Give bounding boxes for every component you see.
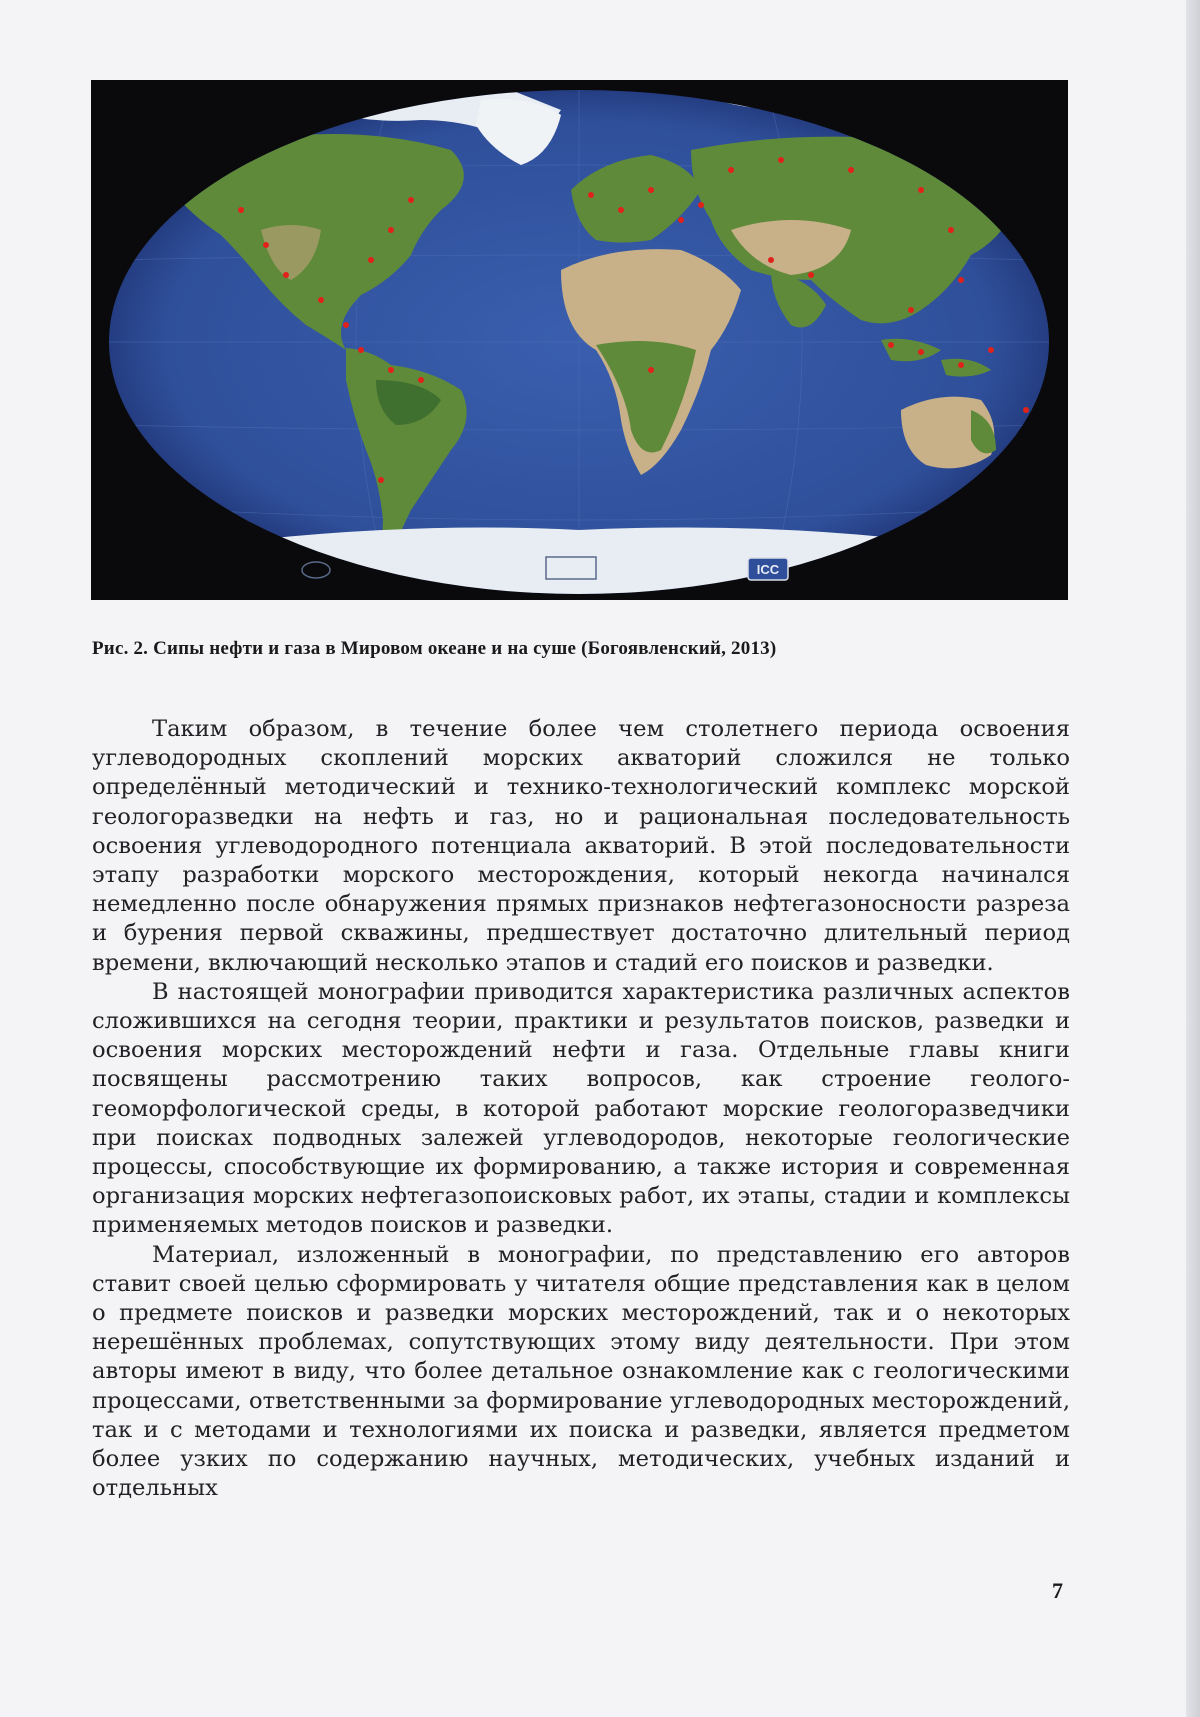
seep-marker — [388, 367, 394, 373]
figure-caption: Рис. 2. Сипы нефти и газа в Мировом океане и на суше (Богоявленский, 2013) — [92, 638, 1072, 660]
seep-marker — [988, 347, 994, 353]
paragraph: Таким образом, в течение более чем столетнего периода освоения углеводородных скоплений морских акваторий сложился не только определённый методический и технико-технологический комплекс морской геологоразведки на нефть и газ, но и рациональная последовательность освоения углеводородного потенциала акваторий. В этой последовательности этапу разработки морского месторождения, который некогда начинался немедленно после обнаружения прямых признаков нефтегазоносности разреза и бурения первой скважины, предшествует достаточно длительный период времени, включающий несколько этапов и стадий его поисков и разведки. — [92, 715, 1070, 978]
seep-marker — [343, 322, 349, 328]
seep-marker — [918, 349, 924, 355]
main-text — [92, 715, 1070, 1503]
seep-marker — [588, 192, 594, 198]
world-map-image — [91, 80, 1068, 600]
world-map-figure — [91, 80, 1068, 600]
seep-marker — [948, 227, 954, 233]
seep-marker — [888, 342, 894, 348]
seep-marker — [618, 207, 624, 213]
paragraph: Материал, изложенный в монографии, по представлению его авторов ставит своей целью сформировать у читателя общие представления как в целом о предмете поисков и разведки морских месторождений, так и о некоторых нерешённых проблемах, сопутствующих этому виду деятельности. При этом авторы имеют в виду, что более детальное ознакомление как с геологическими процессами, ответственными за формирование углеводородных месторождений, так и с методами и технологиями их поиска и разведки, является предметом более узких по содержанию научных, методических, учебных изданий и отдельных — [92, 1241, 1070, 1504]
seep-marker — [908, 307, 914, 313]
seep-marker — [1023, 407, 1029, 413]
seep-marker — [808, 272, 814, 278]
seep-marker — [388, 227, 394, 233]
page-edge-shadow — [1186, 0, 1200, 1717]
seep-marker — [648, 187, 654, 193]
seep-marker — [958, 277, 964, 283]
seep-marker — [318, 297, 324, 303]
seep-marker — [768, 257, 774, 263]
seep-marker — [418, 377, 424, 383]
seep-marker — [958, 362, 964, 368]
icc-logo-text: ICC — [757, 562, 780, 577]
seep-marker — [368, 257, 374, 263]
paragraph: В настоящей монографии приводится характеристика различных аспектов сложившихся на сегодня теории, практики и результатов поисков, разведки и освоения морских месторождений нефти и газа. Отдельные главы книги посвящены рассмотрению таких вопросов, как строение геолого-геоморфологической среды, в которой работают морские геологоразведчики при поисках подводных залежей углеводородов, некоторые геологические процессы, способствующие их формированию, а также история и современная организация морских нефтегазопоисковых работ, их этапы, стадии и комплексы применяемых методов поисков и разведки. — [92, 978, 1070, 1241]
seep-marker — [848, 167, 854, 173]
seep-marker — [358, 347, 364, 353]
seep-marker — [238, 207, 244, 213]
seep-marker — [263, 242, 269, 248]
seep-marker — [728, 167, 734, 173]
seep-marker — [698, 202, 704, 208]
seep-marker — [408, 197, 414, 203]
seep-marker — [283, 272, 289, 278]
seep-marker — [918, 187, 924, 193]
seep-marker — [648, 367, 654, 373]
seep-marker — [378, 477, 384, 483]
seep-marker — [678, 217, 684, 223]
book-page — [0, 0, 1200, 1717]
seep-marker — [778, 157, 784, 163]
page-number: 7 — [1052, 1578, 1063, 1604]
